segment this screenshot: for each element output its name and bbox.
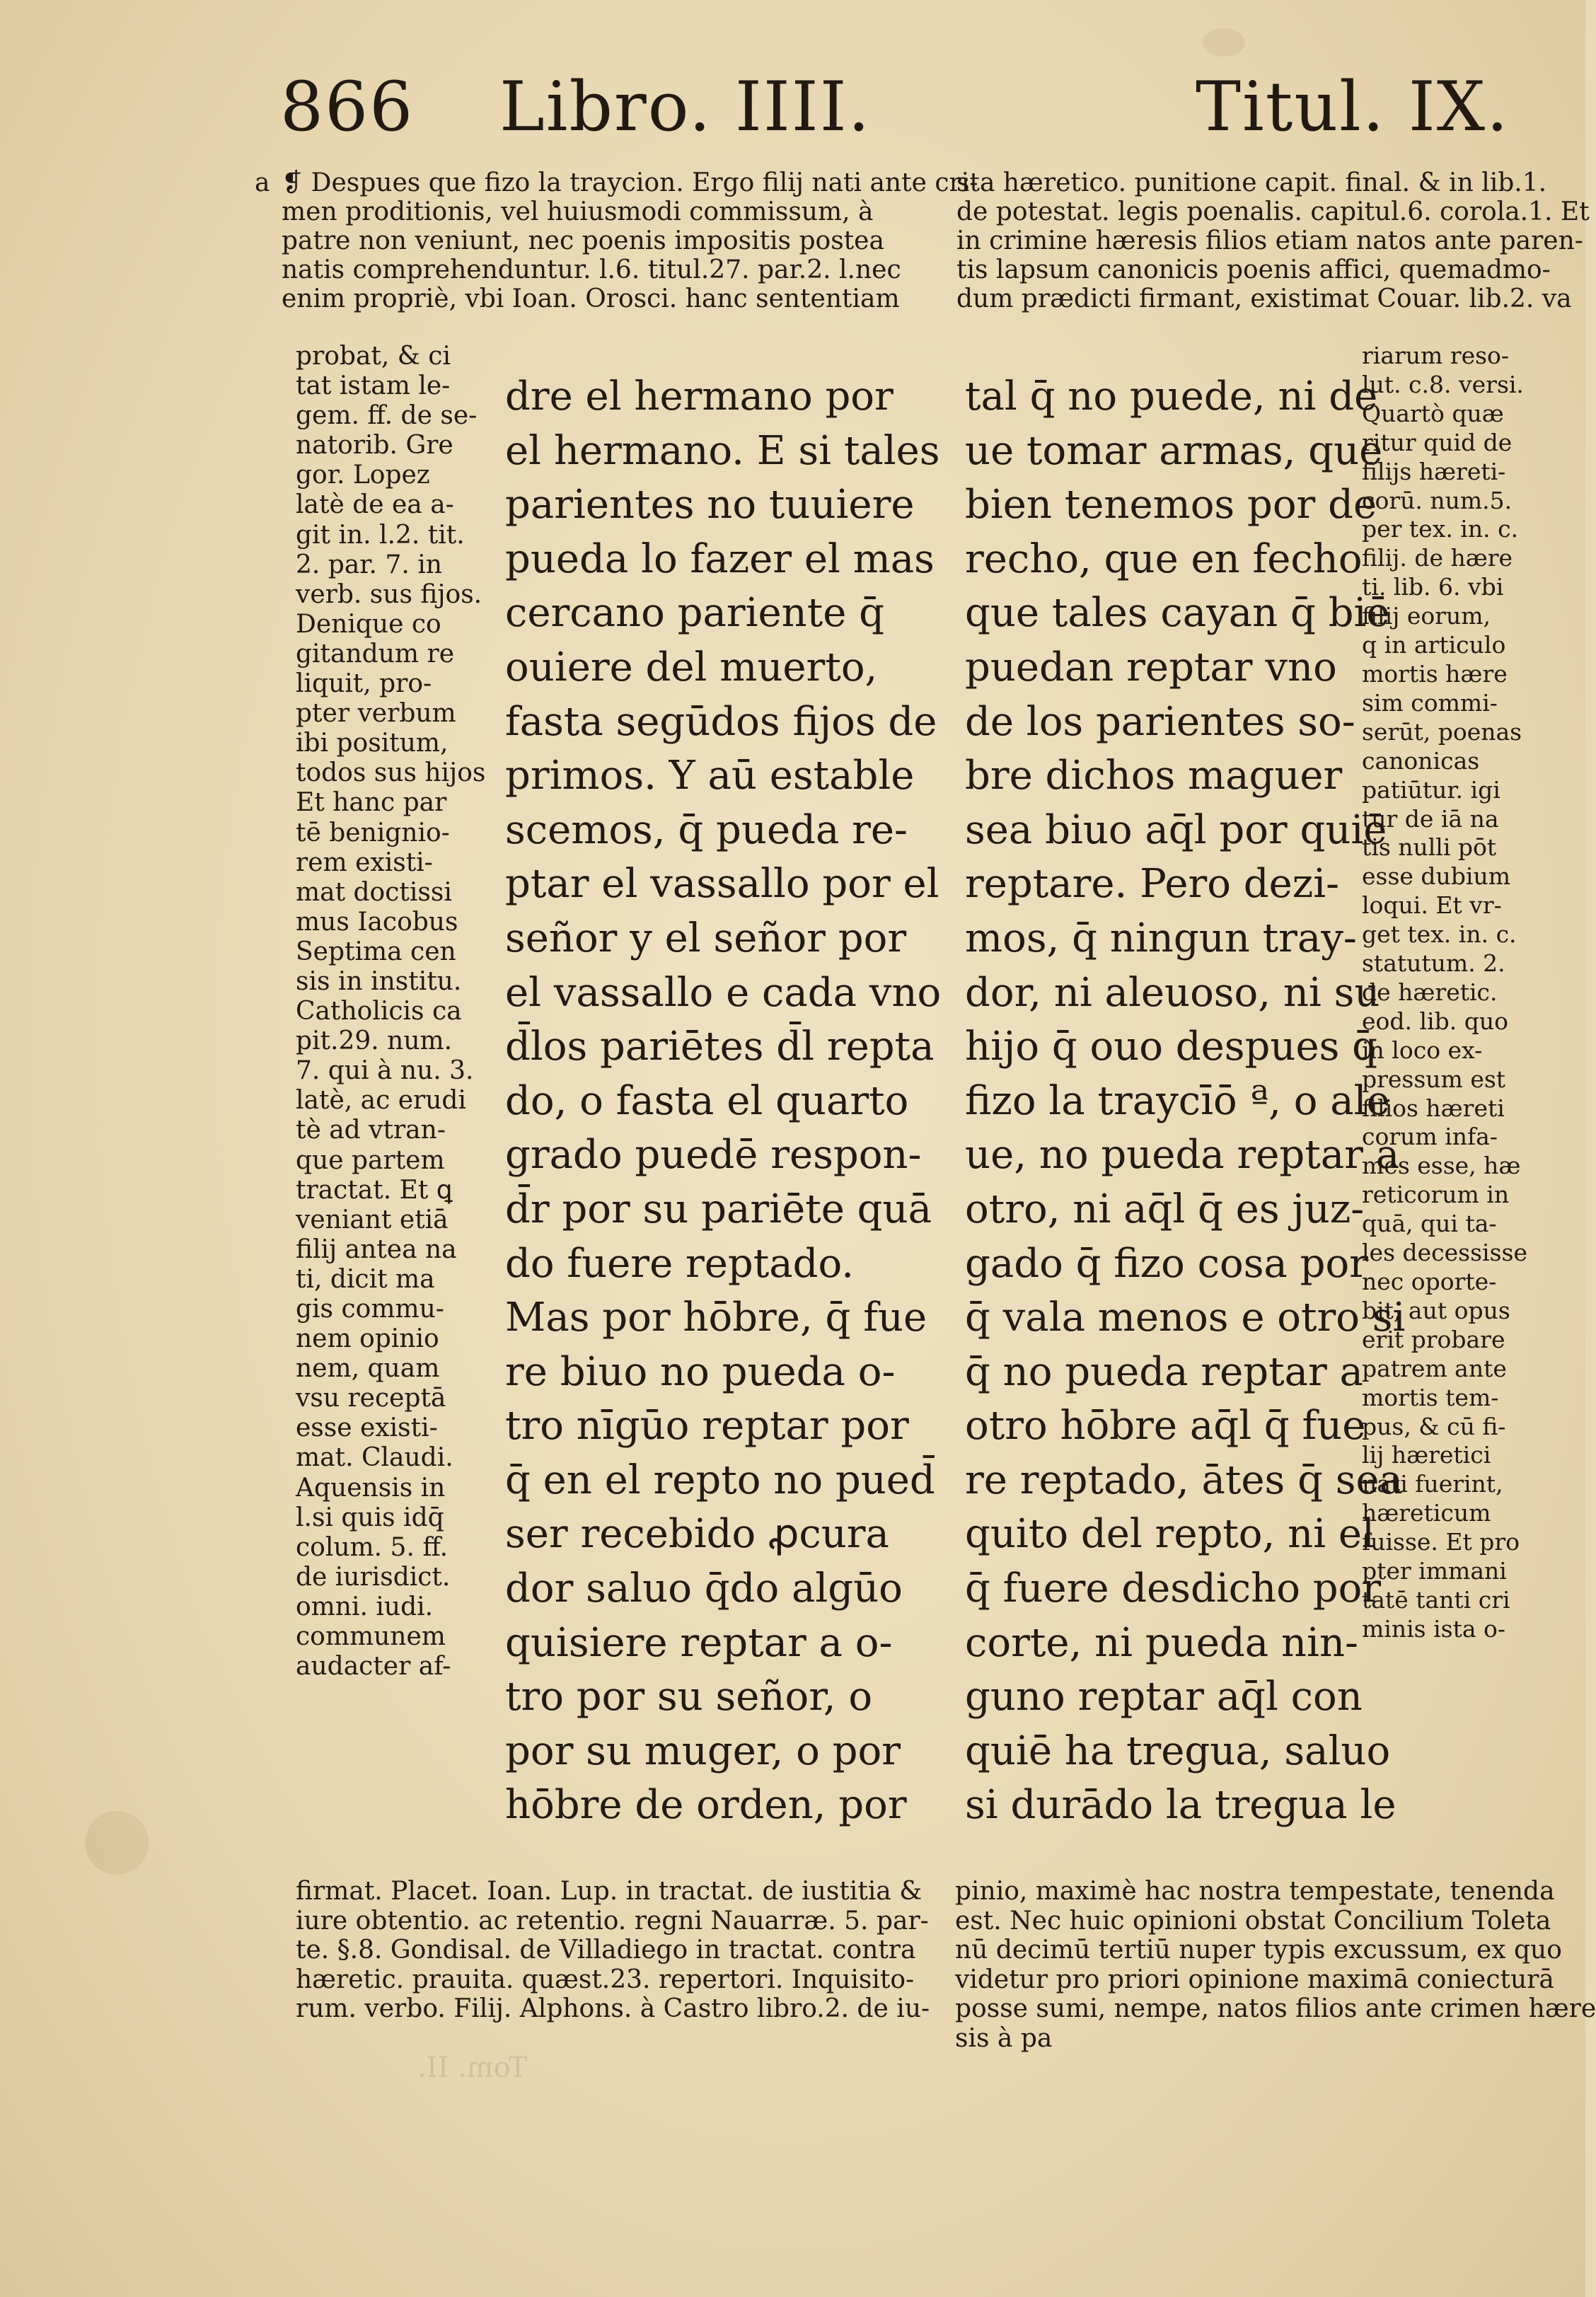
text-line: esse existi- [296,1413,438,1443]
text-line: eod. lib. quo [1362,1007,1508,1035]
text-line: pressum est [1362,1065,1506,1093]
text-line: in crimine hæresis filios etiam natos ante paren- [956,226,1583,255]
text-line: q̄ no pueda reptar a [965,1348,1363,1395]
text-line: git in. l.2. tit. [296,520,465,550]
text-line: pter verbum [296,699,456,729]
gloss-bottom-left [296,1877,930,2024]
text-line: lut. c.8. versi. [1362,370,1524,398]
text-line: parientes no tuuiere [505,482,915,528]
text-line: hæretic. prauita. quæst.23. repertori. Inquisito- [296,1965,915,1994]
text-line: tis lapsum canonicis poenis affici, quemadmo- [956,255,1551,284]
text-line: ser recebido ꝓcura [505,1511,889,1558]
text-line: tatē tanti cri [1362,1585,1510,1614]
text-line: mes esse, hæ [1362,1152,1521,1180]
text-line: Septima cen [296,937,456,966]
text-line: colum. 5. ff. [296,1532,449,1562]
text-line: ue, no pueda reptar a [965,1132,1400,1179]
text-line: patrem ante [1362,1354,1507,1382]
text-line: lij hæretici [1362,1441,1491,1469]
text-line: minis ista o- [1362,1614,1506,1643]
gloss-left-margin [296,342,488,1682]
text-line: get tex. in. c. [1362,920,1517,949]
text-line: mat. Claudi. [296,1443,453,1473]
text-line: sis in institu. [296,966,462,996]
text-line: d̄r por su pariēte quā [505,1186,932,1232]
text-line: q̄ en el repto no pued̄ [505,1457,935,1503]
text-line: liquit, pro- [296,669,432,699]
text-line: Catholicis ca [296,997,462,1026]
text-line: de potestat. legis poenalis. capitul.6. corola.1. Et [956,197,1590,226]
text-line: tro nīgūo reptar por [505,1403,909,1450]
text-line: erit probare [1362,1325,1505,1353]
text-line: nec oporte- [1362,1268,1497,1295]
gloss-right-margin [1362,342,1574,1644]
text-line: filij eorum, [1362,602,1491,630]
text-line: Denique co [296,609,441,639]
text-line: iure obtentio. ac retentio. regni Nauarræ. 5. par- [296,1906,929,1936]
text-line: natorib. Gre [296,431,453,461]
text-line: reptare. Pero dezi- [965,861,1340,908]
text-line: tro por su señor, o [505,1674,873,1720]
text-line: otro, ni aq̄l q̄ es juz- [965,1186,1365,1232]
text-line: pueda lo fazer el mas [505,536,935,582]
text-line: q in articulo [1362,631,1506,659]
text-line: est. Nec huic opinioni obstat Concilium Toleta [955,1906,1551,1936]
text-line: d̄los pariētes d̄l repta [505,1024,935,1070]
text-line: per tex. in. c. [1362,515,1519,543]
text-line: hæreticum [1362,1499,1491,1527]
text-line: patre non veniunt, nec poenis impositis postea [282,226,884,255]
text-line: pinio, maximè hac nostra tempestate, tenenda [955,1877,1555,1906]
text-line: tat istam le- [296,371,451,401]
text-line: q̄ fuere desdicho por [965,1566,1382,1612]
text-line: probat, & ci [296,342,451,371]
text-line: recho, que en fecho [965,536,1363,582]
text-line: filios hæreti [1362,1094,1505,1122]
text-line: sis à pa [955,2023,1053,2053]
text-line: natis comprehenduntur. l.6. titul.27. par.2. l.nec [282,255,901,284]
text-line: posse sumi, nempe, natos filios ante crimen hære [955,1994,1596,2023]
text-line: nati fuerint, [1362,1470,1503,1498]
text-line: corum infa- [1362,1123,1498,1151]
text-line: sta hæretico. punitione capit. final. & in lib.1. [956,168,1547,197]
gloss-marker: a [255,168,270,197]
text-line: de hæretic. [1362,978,1498,1006]
text-line: pit.29. num. [296,1026,453,1056]
text-line: enim propriè, vbi Ioan. Orosci. hanc sententiam [282,284,900,313]
text-line: re reptado, ātes q̄ sea [965,1457,1404,1503]
text-line: tis nulli pōt [1362,833,1497,862]
text-line: re biuo no pueda o- [505,1348,896,1395]
text-line: filij. de hære [1362,544,1513,572]
text-line: ❡ Despues que fizo la traycion. Ergo filij nati ante cri- [282,168,978,197]
text-line: esse dubium [1362,862,1511,891]
text-line: l.si quis idq̄ [296,1503,444,1532]
text-line: pter immani [1362,1557,1507,1585]
text-line: in loco ex- [1362,1036,1483,1064]
text-line: que partem [296,1145,445,1175]
text-line: Quartò quæ [1362,399,1504,427]
text-line: quā, qui ta- [1362,1210,1497,1238]
text-line: señor y el señor por [505,915,907,961]
text-line: tur de iā na [1362,804,1499,833]
text-line: puedan reptar vno [965,644,1337,690]
text-line: bit, aut opus [1362,1296,1510,1324]
text-line: grado puedē respon- [505,1132,922,1179]
paper-stain [1203,28,1245,57]
text-line: tē benignio- [296,818,450,847]
text-line: sea biuo aq̄l por quiē [965,806,1387,853]
text-line: rum. verbo. Filij. Alphons. à Castro libro.2. de iu- [296,1994,930,2023]
show-through-text: Tom. II. [417,2052,528,2084]
text-line: corū. num.5. [1362,486,1513,514]
text-line: serūt, poenas [1362,717,1522,746]
text-line: gado q̄ fizo cosa por [965,1240,1368,1287]
text-line: do, o fasta el quarto [505,1077,909,1124]
text-line: bre dichos maguer [965,753,1343,799]
text-line: ti. lib. 6. vbi [1362,573,1504,601]
text-line: tractat. Et ꝗ [296,1175,453,1205]
text-line: patiūtur. igi [1362,775,1500,804]
text-line: filijs hæreti- [1362,457,1506,485]
text-line: ue tomar armas, que [965,427,1383,474]
running-head-book: Libro. IIII. [499,67,872,146]
gloss-top-left [282,168,978,313]
text-line: nem, quam [296,1354,440,1384]
text-line: mus Iacobus [296,907,458,937]
text-line: dum prædicti firmant, existimat Couar. lib.2. va [956,284,1572,313]
text-line: quisiere reptar a o- [505,1619,893,1666]
text-line: 7. qui à nu. 3. [296,1056,474,1086]
text-line: audacter af- [296,1652,451,1682]
text-line: fuisse. Et pro [1362,1528,1520,1556]
text-line: sim commi- [1362,688,1498,717]
text-line: Aquensis in [296,1473,446,1503]
text-line: riarum reso- [1362,342,1510,369]
text-line: gem. ff. de se- [296,401,478,431]
text-line: fasta segūdos fijos de [505,698,937,745]
text-line: gis commu- [296,1295,444,1324]
text-line: Mas por hōbre, q̄ fue [505,1295,927,1341]
text-line: latè, ac erudi [296,1086,466,1116]
text-line: quiē ha tregua, saluo [965,1728,1391,1774]
text-line: filij antea na [296,1234,457,1264]
text-line: latè de ea a- [296,490,454,520]
gloss-top-right [956,168,1590,313]
text-line: hijo q̄ ouo despues q̄ [965,1024,1377,1070]
text-line: statutum. 2. [1362,949,1505,978]
text-line: que tales cayan q̄ biē [965,590,1390,637]
text-line: dor, ni aleuoso, ni su [965,969,1380,1016]
text-line: el hermano. E si tales [505,427,940,474]
text-line: mortis hære [1362,659,1508,688]
text-line: te. §.8. Gondisal. de Villadiego in tractat. contra [296,1936,916,1965]
text-line: de iurisdict. [296,1562,451,1592]
gloss-bottom-right [955,1877,1596,2053]
text-line: si durādo la tregua le [965,1782,1396,1829]
text-line: scemos, q̄ pueda re- [505,806,908,853]
text-line: firmat. Placet. Ioan. Lup. in tractat. de iustitia & [296,1877,923,1906]
text-line: bien tenemos por de [965,482,1377,528]
text-line: ibi positum, [296,729,449,758]
running-head-title: Titul. IX. [1196,67,1510,146]
text-line: pus, & cū fi- [1362,1412,1506,1440]
text-line: hōbre de orden, por [505,1782,907,1829]
text-line: q̄ vala menos e otro si [965,1295,1406,1341]
text-line: verb. sus fijos. [296,579,482,609]
text-line: ptar el vassallo por el [505,861,939,908]
text-line: dor saluo q̄do algūo [505,1566,903,1612]
text-line: veniant etiā [296,1205,449,1234]
text-line: cercano pariente q̄ [505,590,885,637]
main-text-left-column [505,370,942,1833]
text-line: de los parientes so- [965,698,1355,745]
main-text-right-column [965,370,1406,1833]
text-line: vsu receptā [296,1384,446,1413]
text-line: fizo la traycīō ª, o ale [965,1077,1390,1124]
text-line: men proditionis, vel huiusmodi commissum, à [282,197,874,226]
text-line: ti, dicit ma [296,1264,435,1294]
text-line: videtur pro priori opinione maximā coniecturā [955,1965,1554,1994]
text-line: el vassallo e cada vno [505,969,942,1016]
text-line: guno reptar aq̄l con [965,1674,1363,1720]
text-line: dre el hermano por [505,374,894,420]
text-line: tè ad vtran- [296,1116,446,1145]
text-line: gor. Lopez [296,461,430,490]
text-line: ouiere del muerto, [505,644,878,690]
text-line: rem existi- [296,847,433,877]
text-line: communem [296,1622,446,1652]
text-line: corte, ni pueda nin- [965,1619,1358,1666]
text-line: Et hanc par [296,788,447,818]
text-line: reticorum in [1362,1181,1510,1209]
page-number: 866 [280,67,415,146]
text-line: por su muger, o por [505,1728,901,1774]
text-line: nū decimū tertiū nuper typis excussum, ex quo [955,1936,1562,1965]
text-line: mos, q̄ ningun tray- [965,915,1357,961]
text-line: todos sus hijos [296,758,486,788]
text-line: 2. par. 7. in [296,550,442,579]
text-line: mat doctissi [296,877,452,907]
text-line: otro hōbre aq̄l q̄ fue [965,1403,1366,1450]
text-line: ritur quid de [1362,428,1513,456]
text-line: les decessisse [1362,1239,1527,1267]
text-line: mortis tem- [1362,1383,1499,1411]
text-line: omni. iudi. [296,1592,434,1621]
paper-stain [85,1811,149,1875]
text-line: loqui. Et vr- [1362,891,1502,920]
text-line: canonicas [1362,746,1480,775]
text-line: quito del repto, ni el [965,1511,1375,1558]
text-line: gitandum re [296,639,454,669]
text-line: nem opinio [296,1324,439,1354]
text-line: do fuere reptado. [505,1240,855,1287]
text-line: tal q̄ no puede, ni de [965,374,1378,420]
text-line: primos. Y aū estable [505,753,915,799]
